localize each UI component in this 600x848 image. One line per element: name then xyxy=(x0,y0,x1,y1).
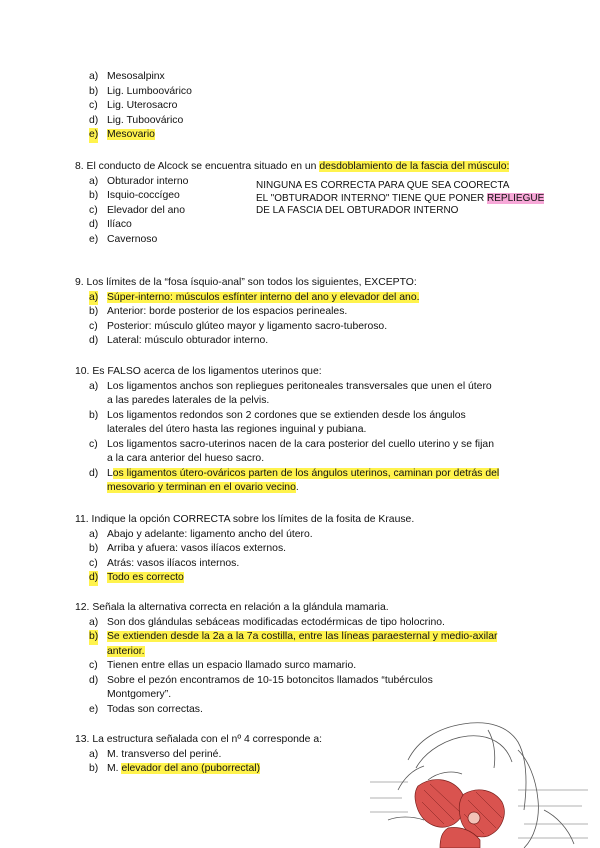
q7-option-d: d) Lig. Tuboovárico xyxy=(89,114,184,126)
q7-options xyxy=(75,70,530,143)
q13-options xyxy=(75,748,375,777)
q11-option-c: c) Atrás: vasos ilíacos internos. xyxy=(89,557,240,569)
q12-options xyxy=(75,616,530,718)
q8-option-e: e) Cavernoso xyxy=(89,233,158,245)
q11-option-a: a) Abajo y adelante: ligamento ancho del útero. xyxy=(89,528,313,540)
q7-option-b: b) Lig. Lumboovárico xyxy=(89,85,192,97)
q9-option-b: b) Anterior: borde posterior de los espacios perineales. xyxy=(89,306,348,317)
q12-option-e: e) Todas son correctas. xyxy=(89,703,203,715)
q8-option-b: b) Isquio-coccígeo xyxy=(89,190,180,201)
q10-option-a: a) Los ligamentos anchos son repliegues peritoneales transversales que unen el útero a las paredes laterales de la pelvis. xyxy=(89,380,492,406)
question-10 xyxy=(75,365,530,496)
q10-options xyxy=(75,380,530,496)
perineum-illustration xyxy=(368,720,600,848)
q8-option-c: c) Elevador del ano xyxy=(89,204,185,216)
q9-option-a: a) Súper-interno: músculos esfínter interno del ano y elevador del ano. xyxy=(75,291,530,306)
question-9 xyxy=(75,276,530,349)
q7-option-e: e) Mesovario xyxy=(75,128,530,143)
question-12 xyxy=(75,601,530,717)
q9-option-d: d) Lateral: músculo obturador interno. xyxy=(89,335,269,346)
q7-option-a: a) Mesosalpinx xyxy=(89,71,165,82)
question-7 xyxy=(75,70,530,143)
q11-option-b: b) Arriba y afuera: vasos ilíacos externos. xyxy=(89,543,287,554)
q12-option-c: c) Tienen entre ellas un espacio llamado surco mamario. xyxy=(89,660,357,671)
q8-option-a: a) Obturador interno xyxy=(89,175,189,187)
q8-stem: 8. El conducto de Alcock se encuentra situado en un desdoblamiento de la fascia del músculo: xyxy=(75,161,510,172)
q10-option-b: b) Los ligamentos redondos son 2 cordones que se extienden desde los ángulos laterales del útero hasta las regiones inguinal y pubiana. xyxy=(89,409,466,435)
q13-option-b: b) M. elevador del ano (puborrectal) xyxy=(89,763,261,774)
q10-option-d: d) Los ligamentos útero-ováricos parten de los ángulos uterinos, caminan por detrás del mesovario y terminan en el ovario vecino. xyxy=(89,467,500,493)
q10-stem: 10. Es FALSO acerca de los ligamentos uterinos que: xyxy=(75,366,322,377)
question-11 xyxy=(75,513,530,586)
q8-option-d: d) Ilíaco xyxy=(89,219,132,230)
q13-option-a: a) M. transverso del periné. xyxy=(89,748,222,760)
q9-stem: 9. Los límites de la “fosa ísquio-anal” son todos los siguientes, EXCEPTO: xyxy=(75,277,417,288)
q11-options xyxy=(75,528,530,586)
q10-option-c: c) Los ligamentos sacro-uterinos nacen de la cara posterior del cuello uterino y se fijan a la cara anterior del hueso sacro. xyxy=(89,438,494,464)
q7-option-c: c) Lig. Uterosacro xyxy=(89,100,178,111)
q12-stem: 12. Señala la alternativa correcta en relación a la glándula mamaria. xyxy=(75,602,389,613)
q9-option-c: c) Posterior: músculo glúteo mayor y ligamento sacro-tuberoso. xyxy=(89,320,388,332)
q12-option-d: d) Sobre el pezón encontramos de 10-15 botoncitos llamados “tubérculos Montgomery”. xyxy=(89,674,433,700)
q12-option-b: b) Se extienden desde la 2a a la 7a costilla, entre las líneas paraesternal y medio-axilar anterior. xyxy=(89,631,498,657)
q12-option-a: a) Son dos glándulas sebáceas modificadas ectodérmicas de tipo holocrino. xyxy=(89,616,445,628)
q9-options xyxy=(75,291,530,349)
q11-stem: 11. Indique la opción CORRECTA sobre los límites de la fosita de Krause. xyxy=(75,514,415,525)
q11-option-d: d) Todo es correcto xyxy=(75,571,530,586)
question-13 xyxy=(75,733,375,777)
q8-annotation: NINGUNA ES CORRECTA PARA QUE SEA COORECTA EL "OBTURADOR INTERNO" TIENE QUE PONER REPLIEGUE DE LA FASCIA DEL OBTURADOR INTERNO xyxy=(256,180,545,216)
q13-stem: 13. La estructura señalada con el nº 4 corresponde a: xyxy=(75,734,322,745)
